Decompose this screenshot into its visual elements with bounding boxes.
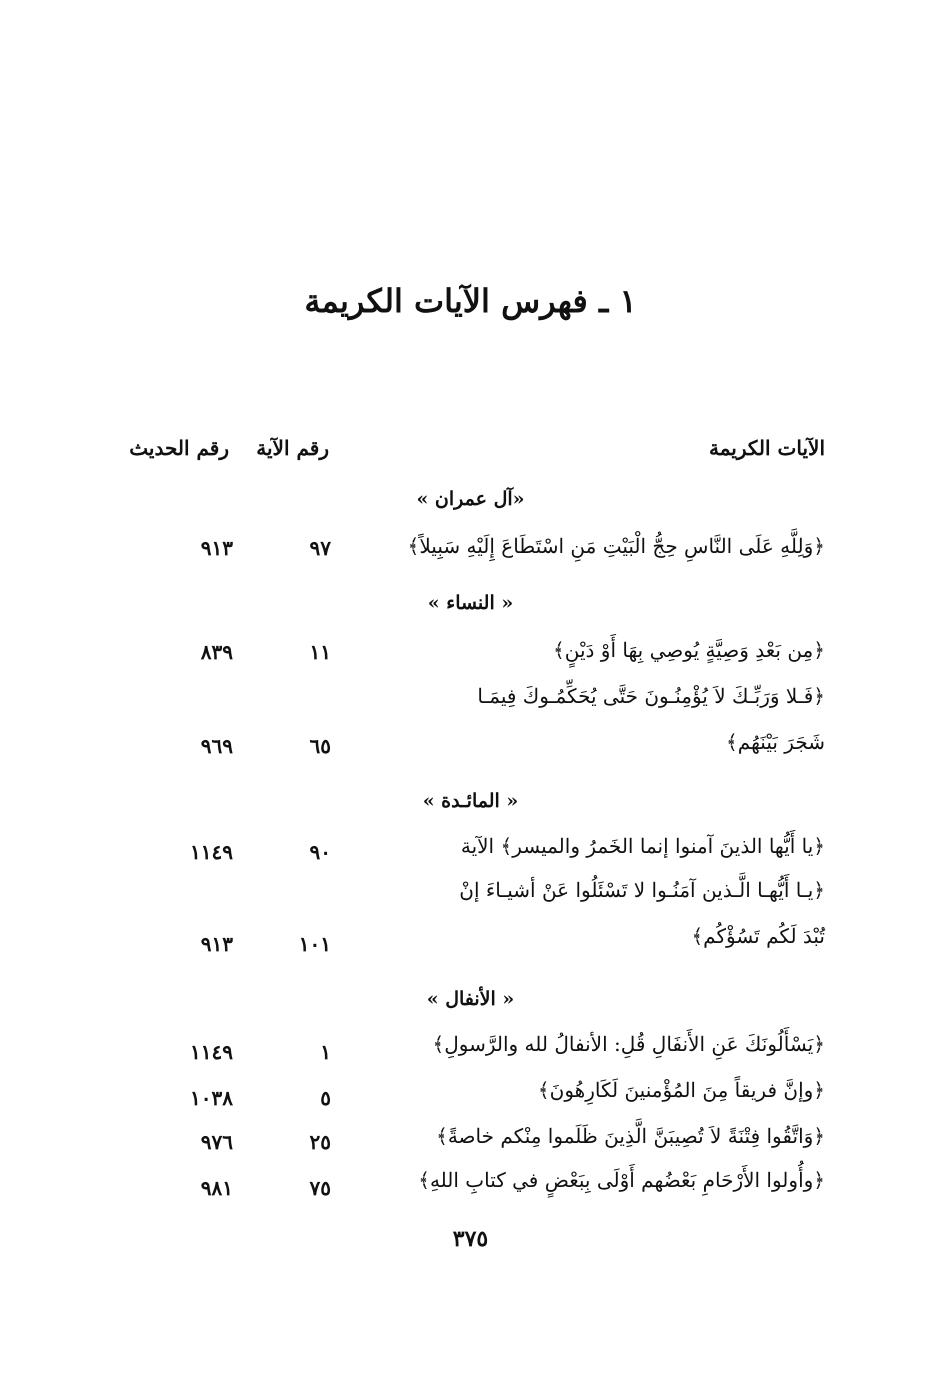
hadith-number: ٩٧٦ — [200, 1130, 233, 1154]
verse-text: ﴿مِن بَعْدِ وَصِيَّةٍ يُوصِي بِهَا أَوْ دَيْنٍ﴾ — [553, 638, 825, 662]
hadith-number: ١١٤٩ — [190, 840, 233, 864]
verse-text: ﴿يـا أَيُّهـا الَّـذين آمَنُـوا لا تَسْئَلُوا عَنْ أشيـاءَ إنْ — [459, 878, 825, 902]
hadith-number: ٩١٣ — [200, 536, 233, 560]
ayah-number: ٥ — [320, 1086, 331, 1110]
verse-text: ﴿وَلِلَّهِ عَلَى النَّاسِ حِجُّ الْبَيْتِ مَنِ اسْتَطَاعَ إِلَيْهِ سَبِيلاً﴾ — [407, 534, 825, 558]
surah-heading-an-nisa: « النساء » — [427, 592, 514, 614]
header-verses: الآيات الكريمة — [709, 436, 825, 460]
ayah-number: ٩٧ — [309, 536, 331, 560]
ayah-number: ١١ — [309, 640, 331, 664]
surah-heading-al-imran: «آل عمران » — [416, 488, 525, 510]
hadith-number: ٩١٣ — [200, 932, 233, 956]
surah-heading-al-anfal: « الأنفال » — [426, 988, 515, 1010]
verse-text: ﴿يَسْأَلُونَكَ عَنِ الأَنفَالِ قُلِ: الأنفالُ لله والرَّسولِ﴾ — [432, 1032, 825, 1056]
ayah-number: ٧٥ — [309, 1176, 331, 1200]
header-hadith-number: رقم الحديث — [129, 436, 229, 460]
hadith-number: ١١٤٩ — [190, 1040, 233, 1064]
ayah-number: ٢٥ — [309, 1130, 331, 1154]
verse-text: ﴿وَاتَّقُوا فِتْنَةً لاَ تُصِيبَنَّ الَّذِينَ ظَلَموا مِنْكم خاصةً﴾ — [436, 1124, 825, 1148]
surah-heading-al-maidah: « المائـدة » — [422, 790, 519, 812]
verse-text-continuation: تُبْدَ لَكُم تَسُؤْكُم﴾ — [691, 924, 825, 948]
page-number: ٣٧٥ — [452, 1226, 489, 1252]
verse-text-continuation: شَجَرَ بَيْنَهُم﴾ — [726, 730, 825, 754]
hadith-number: ٩٦٩ — [200, 734, 233, 758]
ayah-number: ٩٠ — [309, 840, 331, 864]
page-title: ١ ـ فهرس الآيات الكريمة — [304, 282, 637, 320]
header-ayah-number: رقم الآية — [256, 436, 329, 460]
verse-text: ﴿وإنَّ فريقاً مِنَ المُؤْمنينَ لَكَارِهُونَ﴾ — [537, 1078, 825, 1102]
hadith-number: ٨٣٩ — [200, 640, 233, 664]
ayah-number: ١٠١ — [298, 932, 331, 956]
hadith-number: ١٠٣٨ — [190, 1086, 233, 1110]
verse-text: ﴿وأُولوا الأَرْحَامِ بَعْضُهم أَوْلَى بِبَعْضٍ في كتابِ اللهِ﴾ — [418, 1168, 825, 1192]
ayah-number: ١ — [320, 1040, 331, 1064]
ayah-number: ٦٥ — [309, 734, 331, 758]
verse-text: ﴿يا أَيُّها الذينَ آمنوا إنما الخَمرُ والميسر﴾ الآية — [460, 834, 825, 858]
verse-text: ﴿فَـلا وَرَبِّـكَ لاَ يُؤْمِنُـونَ حَتَّى يُحَكِّمُـوكَ فِيمَـا — [477, 684, 825, 708]
hadith-number: ٩٨١ — [200, 1176, 233, 1200]
